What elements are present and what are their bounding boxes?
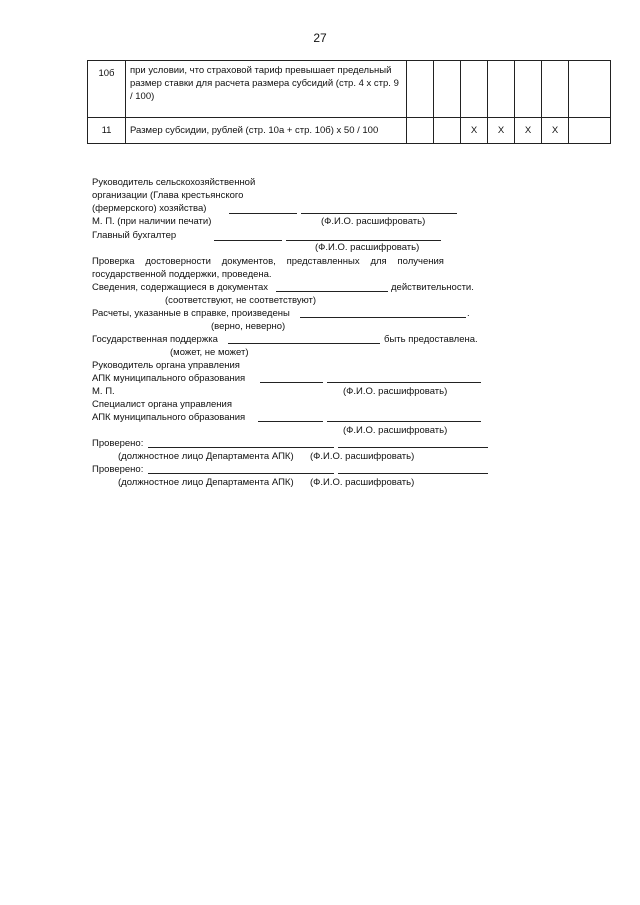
table-cell bbox=[461, 61, 488, 118]
calc-prefix: Расчеты, указанные в справке, произведены bbox=[92, 308, 290, 319]
name-blank bbox=[327, 382, 481, 383]
head-title-line: Руководитель сельскохозяйственной bbox=[92, 177, 256, 188]
agency-head-label: Руководитель органа управления bbox=[92, 360, 240, 371]
word: достоверности bbox=[145, 256, 211, 267]
check-line: государственной поддержки, проведена. bbox=[92, 269, 272, 280]
info-note: (соответствуют, не соответствуют) bbox=[165, 295, 317, 306]
official-note: (должностное лицо Департамента АПК) bbox=[118, 477, 294, 488]
specialist-label: АПК муниципального образования bbox=[92, 412, 246, 423]
table-row bbox=[88, 61, 611, 118]
stamp-label: М. П. bbox=[92, 386, 115, 397]
word: получения bbox=[397, 256, 444, 267]
name-blank bbox=[338, 447, 488, 448]
word: Проверка bbox=[92, 256, 135, 267]
name-blank bbox=[301, 213, 457, 214]
info-prefix: Сведения, содержащиеся в документах bbox=[92, 282, 269, 293]
table-cell bbox=[434, 118, 461, 144]
official-blank bbox=[148, 447, 334, 448]
table-cell bbox=[407, 61, 434, 118]
accountant-label: Главный бухгалтер bbox=[92, 230, 177, 241]
signature-blank bbox=[214, 240, 282, 241]
row-number: 10б bbox=[88, 61, 126, 118]
table-cell: X bbox=[542, 118, 569, 144]
row-description: при условии, что страховой тариф превышает предельный размер ставки для расчета размера субсидий (стр. 4 х стр. 9 / 100) bbox=[126, 61, 407, 118]
fio-note: (Ф.И.О. расшифровать) bbox=[343, 386, 448, 397]
name-blank bbox=[338, 473, 488, 474]
head-title-line: организации (Глава крестьянского bbox=[92, 190, 244, 201]
word: представленных bbox=[286, 256, 360, 267]
table-cell bbox=[488, 61, 515, 118]
fio-note: (Ф.И.О. расшифровать) bbox=[310, 477, 415, 488]
fio-note: (Ф.И.О. расшифровать) bbox=[315, 242, 420, 253]
calc-suffix: . bbox=[467, 308, 470, 319]
info-blank bbox=[276, 291, 388, 292]
official-note: (должностное лицо Департамента АПК) bbox=[118, 451, 294, 462]
table-row bbox=[88, 118, 611, 144]
table-cell bbox=[542, 61, 569, 118]
stamp-label: М. П. (при наличии печати) bbox=[92, 216, 212, 227]
word: документов, bbox=[221, 256, 276, 267]
table-cell bbox=[569, 61, 611, 118]
support-note: (может, не может) bbox=[170, 347, 249, 358]
signature-blank bbox=[260, 382, 323, 383]
checked-label: Проверено: bbox=[92, 438, 144, 449]
agency-head-label: АПК муниципального образования bbox=[92, 373, 246, 384]
calc-note: (верно, неверно) bbox=[211, 321, 286, 332]
support-suffix: быть предоставлена. bbox=[384, 334, 478, 345]
fio-note: (Ф.И.О. расшифровать) bbox=[343, 425, 448, 436]
fio-note: (Ф.И.О. расшифровать) bbox=[310, 451, 415, 462]
subsidy-table bbox=[87, 60, 611, 144]
head-title-line: (фермерского) хозяйства) bbox=[92, 203, 207, 214]
signature-blank bbox=[258, 421, 323, 422]
check-line bbox=[92, 255, 444, 268]
table-cell: X bbox=[488, 118, 515, 144]
page-number: 27 bbox=[313, 31, 327, 45]
support-blank bbox=[228, 343, 380, 344]
checked-label: Проверено: bbox=[92, 464, 144, 475]
table-cell bbox=[434, 61, 461, 118]
row-description: Размер субсидии, рублей (стр. 10а + стр. 10б) х 50 / 100 bbox=[126, 118, 407, 144]
fio-note: (Ф.И.О. расшифровать) bbox=[321, 216, 426, 227]
support-prefix: Государственная поддержка bbox=[92, 334, 218, 345]
table-cell bbox=[515, 61, 542, 118]
row-number: 11 bbox=[88, 118, 126, 144]
specialist-label: Специалист органа управления bbox=[92, 399, 232, 410]
table-cell: X bbox=[515, 118, 542, 144]
info-suffix: действительности. bbox=[391, 282, 474, 293]
table-cell bbox=[407, 118, 434, 144]
word: для bbox=[370, 256, 387, 267]
name-blank bbox=[327, 421, 481, 422]
table-cell: X bbox=[461, 118, 488, 144]
calc-blank bbox=[300, 317, 466, 318]
signature-blank bbox=[229, 213, 297, 214]
table-cell bbox=[569, 118, 611, 144]
official-blank bbox=[148, 473, 334, 474]
